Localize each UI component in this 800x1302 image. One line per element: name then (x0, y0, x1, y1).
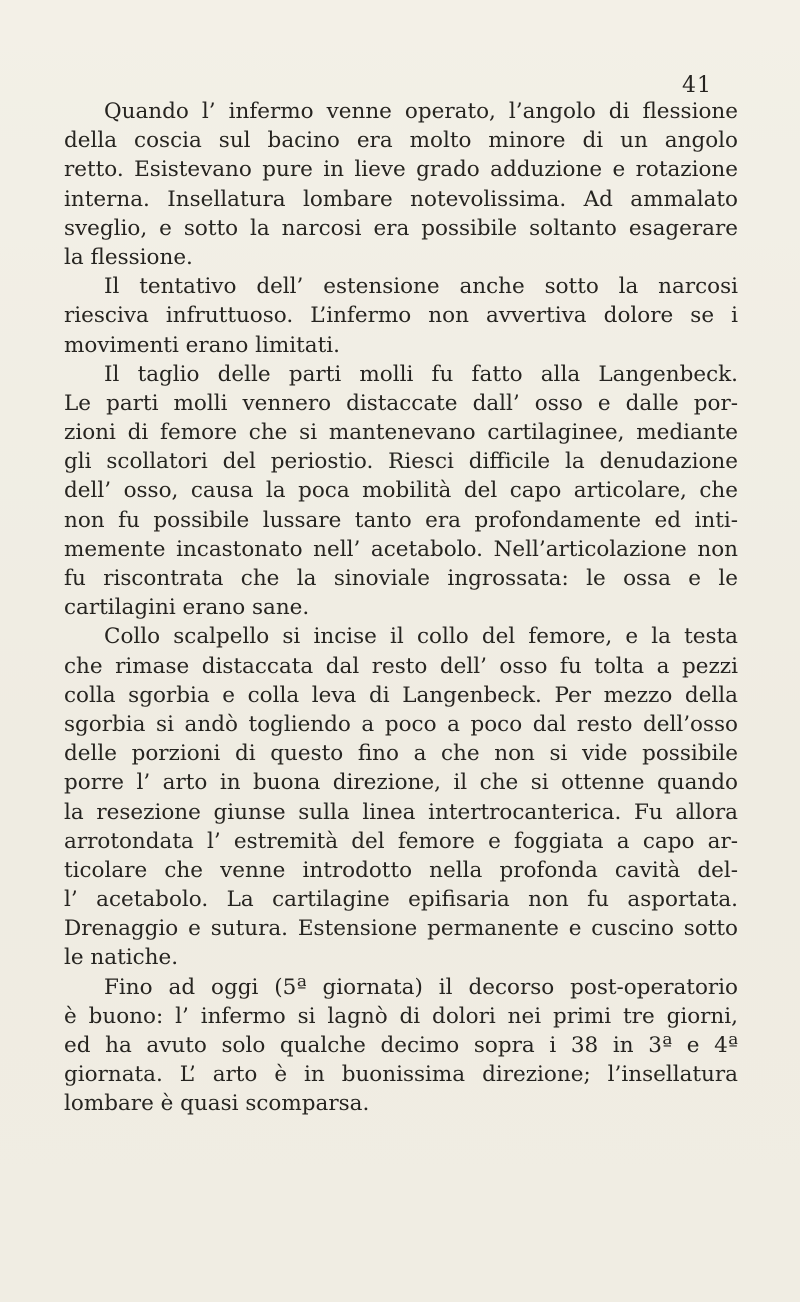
text-line: le natiche. (64, 945, 179, 971)
text-line: sveglio, e sotto la narcosi era possibile soltanto esagerare (64, 215, 738, 241)
text-line: movimenti erano limitati. (64, 332, 340, 358)
paragraph (64, 272, 738, 360)
paragraph (64, 97, 738, 272)
text-line: fu riscontrata che la sinoviale ingrossata: le ossa e le (64, 566, 738, 591)
text-line: Il taglio delle parti molli fu fatto alla Langenbeck. (104, 361, 738, 387)
paragraph (64, 360, 738, 623)
text-line: interna. Insellatura lombare notevolissima. Ad ammalato (64, 186, 738, 212)
text-line: arrotondata l’ estremità del femore e foggiata a capo ar- (64, 828, 738, 854)
text-line: delle porzioni di questo fino a che non si vide possibile (64, 741, 738, 767)
text-line: riesciva infruttuoso. L’infermo non avvertiva dolore se i (64, 303, 738, 329)
paragraph (64, 973, 738, 1119)
text-line: Le parti molli vennero distaccate dall’ osso e dalle por- (64, 390, 738, 416)
text-line: gli scollatori del periostio. Riesci difficile la denudazione (64, 449, 738, 475)
text-line: la resezione giunse sulla linea intertrocanterica. Fu allora (64, 799, 738, 825)
text-line: giornata. L’ arto è in buonissima direzione; l’insellatura (64, 1062, 738, 1088)
text-line: Fino ad oggi (5ª giornata) il decorso post-operatorio (104, 974, 738, 1000)
text-line: Il tentativo dell’ estensione anche sotto la narcosi (104, 274, 738, 300)
text-line: porre l’ arto in buona direzione, il che si ottenne quando (64, 770, 738, 796)
text-line: ticolare che venne introdotto nella profonda cavità del- (64, 857, 738, 883)
text-line: colla sgorbia e colla leva di Langenbeck. Per mezzo della (64, 682, 738, 708)
text-line: lombare è quasi scomparsa. (64, 1091, 370, 1117)
text-line: sgorbia si andò togliendo a poco a poco dal resto dell’osso (64, 711, 738, 737)
text-line: Drenaggio e sutura. Estensione permanente e cuscino sotto (64, 916, 738, 942)
text-line: retto. Esistevano pure in lieve grado adduzione e rotazione (64, 157, 738, 183)
text-line: che rimase distaccata dal resto dell’ osso fu tolta a pezzi (64, 653, 738, 679)
text-line: della coscia sul bacino era molto minore di un angolo (64, 128, 738, 154)
text-line: la flessione. (64, 244, 193, 270)
text-line: è buono: l’ infermo si lagnò di dolori nei primi tre giorni, (64, 1003, 738, 1029)
text-line: memente incastonato nell’ acetabolo. Nell’articolazione non (64, 536, 738, 562)
text-line: cartilagini erano sane. (64, 595, 310, 621)
body-text (64, 97, 738, 1119)
text-line: non fu possibile lussare tanto era profondamente ed inti- (64, 507, 738, 533)
page-number: 41 (682, 73, 712, 98)
paragraph (64, 622, 738, 972)
text-line: zioni di femore che si mantenevano cartilaginee, mediante (64, 420, 738, 446)
text-line: ed ha avuto solo qualche decimo sopra i 38 in 3ª e 4ª (64, 1033, 738, 1058)
text-line: l’ acetabolo. La cartilagine epifisaria non fu asportata. (64, 887, 738, 913)
text-line: Collo scalpello si incise il collo del femore, e la testa (104, 624, 738, 650)
text-line: Quando l’ infermo venne operato, l’angolo di flessione (104, 99, 738, 124)
text-line: dell’ osso, causa la poca mobilità del capo articolare, che (64, 478, 738, 504)
